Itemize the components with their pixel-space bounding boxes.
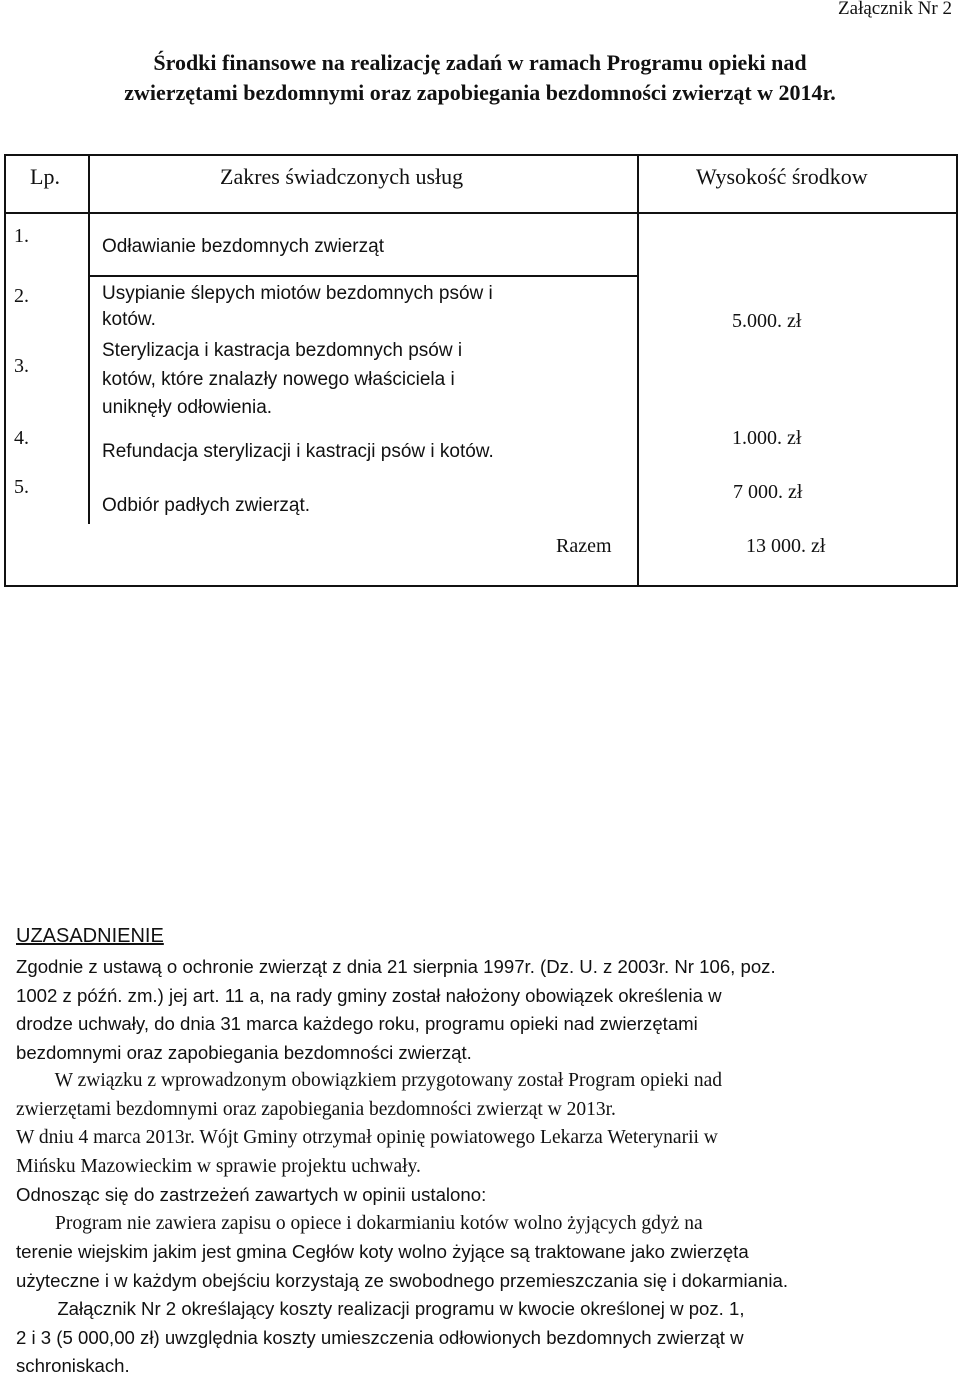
justification-line: użyteczne i w każdym obejściu korzystają ze swobodnego przemieszczania się i dokarmiania. xyxy=(16,1269,788,1291)
service-description: Sterylizacja i kastracja bezdomnych psów i xyxy=(102,340,463,361)
justification-line: schroniskach. xyxy=(16,1355,130,1377)
justification-line: W związku z wprowadzonym obowiązkiem przygotowany został Program opieki nad xyxy=(16,1070,722,1091)
justification-line: terenie wiejskim jakim jest gmina Cegłów koty wolno żyjące są traktowane jako zwierzęta xyxy=(16,1241,749,1262)
justification-line: 2 i 3 (5 000,00 zł) uwzględnia koszty umieszczenia odłowionych bezdomnych zwierząt w xyxy=(16,1326,744,1348)
justification-heading: UZASADNIENIE xyxy=(16,925,164,947)
justification-line: Załącznik Nr 2 określający koszty realizacji programu w kwocie określonej w poz. 1, xyxy=(16,1298,745,1320)
row-number: 4. xyxy=(14,427,29,449)
table-line xyxy=(637,154,639,587)
document-title xyxy=(0,48,960,108)
amount-row-4: 1.000. zł xyxy=(732,427,802,449)
service-description: kotów. xyxy=(102,309,156,330)
justification-line: zwierzętami bezdomnymi oraz zapobiegania bezdomności zwierząt w 2013r. xyxy=(16,1098,616,1120)
row-number: 5. xyxy=(14,476,29,498)
amount-row-5: 7 000. zł xyxy=(733,481,803,503)
table-line xyxy=(4,212,958,214)
table-line xyxy=(88,154,90,524)
justification-line: drodze uchwały, do dnia 31 marca każdego roku, programu opieki nad zwierzętami xyxy=(16,1013,698,1035)
table-line xyxy=(4,585,958,587)
amount-rows-1-3: 5.000. zł xyxy=(732,310,802,332)
service-description: Odławianie bezdomnych zwierząt xyxy=(102,236,384,257)
header-scope: Zakres świadczonych usług xyxy=(220,164,464,189)
justification-line: Mińsku Mazowieckim w sprawie projektu uchwały. xyxy=(16,1155,421,1177)
justification-line: 1002 z późń. zm.) jej art. 11 a, na rady gminy został nałożony obowiązek określenia w xyxy=(16,984,722,1006)
total-value: 13 000. zł xyxy=(746,535,826,557)
table-line xyxy=(956,154,958,587)
header-lp: Lp. xyxy=(30,164,60,189)
table-line xyxy=(4,154,6,587)
justification-line: W dniu 4 marca 2013r. Wójt Gminy otrzymał opinię powiatowego Lekarza Weterynarii w xyxy=(16,1127,718,1149)
title-line-2: zwierzętami bezdomnymi oraz zapobiegania bezdomności zwierząt w 2014r. xyxy=(124,80,836,105)
title-line-1: Środki finansowe na realizację zadań w ramach Programu opieki nad xyxy=(153,50,807,75)
service-description: Odbiór padłych zwierząt. xyxy=(102,495,311,516)
row-number: 2. xyxy=(14,285,29,307)
justification-line: Program nie zawiera zapisu o opiece i dokarmianiu kotów wolno żyjących gdyż na xyxy=(16,1213,703,1234)
row-number: 1. xyxy=(14,225,29,247)
justification xyxy=(16,922,944,951)
service-description: Refundacja sterylizacji i kastracji psów i kotów. xyxy=(102,441,494,462)
justification-body-3 xyxy=(16,1181,944,1210)
justification-line: bezdomnymi oraz zapobiegania bezdomności zwierząt. xyxy=(16,1041,472,1063)
row-number: 3. xyxy=(14,355,29,377)
table-line xyxy=(90,275,638,277)
service-description: kotów, które znalazły nowego właściciela i xyxy=(102,369,455,390)
service-description: uniknęły odłowienia. xyxy=(102,397,273,418)
justification-line: Odnosząc się do zastrzeżeń zawartych w opinii ustalono: xyxy=(16,1184,487,1205)
justification-body-4 xyxy=(16,1210,944,1239)
service-description: Usypianie ślepych miotów bezdomnych psów i xyxy=(102,283,493,304)
table-line xyxy=(4,154,958,156)
total-label: Razem xyxy=(556,535,612,557)
justification-body-2 xyxy=(16,1067,944,1181)
justification-body xyxy=(16,953,944,1067)
header-amount: Wysokość środkow xyxy=(696,164,868,189)
annex-label: Załącznik Nr 2 xyxy=(838,0,952,19)
justification-line: Zgodnie z ustawą o ochronie zwierząt z dnia 21 sierpnia 1997r. (Dz. U. z 2003r. Nr 106, poz. xyxy=(16,956,776,977)
justification-body-5 xyxy=(16,1238,944,1381)
